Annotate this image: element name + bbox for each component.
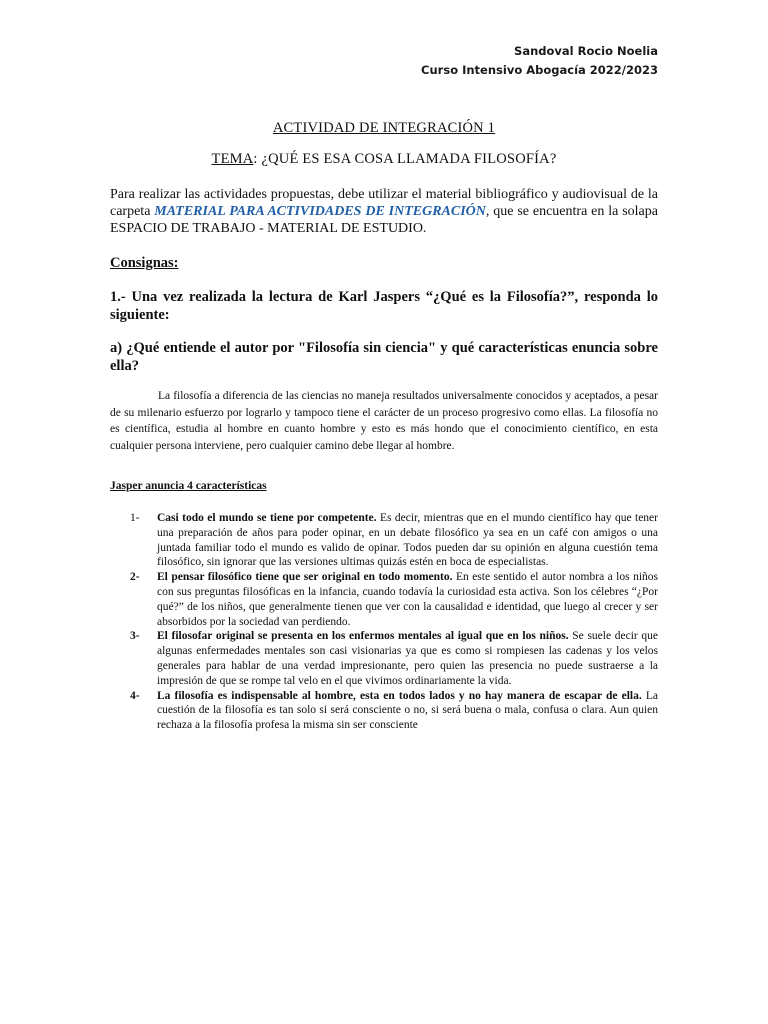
item-number: 4-	[130, 689, 140, 702]
intro-paragraph	[110, 186, 658, 237]
question-1: 1.- Una vez realizada la lectura de Karl Jaspers “¿Qué es la Filosofía?”, responda lo siguiente:	[110, 289, 658, 323]
list-item	[130, 570, 658, 629]
item-text: Se suele decir que algunas enfermedades mentales son casi visionarias ya que es como si rompiesen las cadenas y los velos generales para hablar de una verdad impresionante, pero quien las presencia no puede sustraerse a la impresión de que se rompe tal velo en el que vivimos ordinariamente la vida.	[157, 630, 659, 687]
document-header	[421, 42, 658, 80]
answer-paragraph	[110, 388, 658, 454]
intro-after: , que se encuentra en la solapa ESPACIO DE TRABAJO - MATERIAL DE ESTUDIO.	[110, 204, 658, 236]
question-a: a) ¿Qué entiende el autor por "Filosofía sin ciencia" y qué características enuncia sobre ella?	[110, 340, 658, 374]
tema-label: TEMA	[211, 151, 254, 167]
item-bold-text: El filosofar original se presenta en los enfermos mentales al igual que en los niños.	[157, 630, 569, 643]
item-bold-text: El pensar filosófico tiene que ser original en todo momento.	[157, 571, 453, 584]
intro-emphasis: MATERIAL PARA ACTIVIDADES DE INTEGRACIÓN	[154, 204, 486, 219]
intro-before: Para realizar las actividades propuestas, debe utilizar el material bibliográfico y audiovisual de la carpeta	[110, 187, 658, 219]
list-item	[130, 629, 658, 688]
list-item	[130, 511, 658, 570]
item-number: 1-	[130, 512, 140, 524]
item-number: 2-	[130, 571, 140, 584]
tema-text: : ¿QUÉ ES ESA COSA LLAMADA FILOSOFÍA?	[253, 151, 557, 167]
item-bold-text: Casi todo el mundo se tiene por competente.	[157, 512, 377, 524]
list-item	[130, 689, 658, 733]
course-name: Curso Intensivo Abogacía 2022/2023	[421, 63, 658, 77]
item-text: La cuestión de la filosofía es tan solo si será consciente o no, si será buena o mala, confusa o clara. Aun quien rechaza a la filosofía profesa la misma sin ser consciente	[157, 689, 658, 732]
activity-title: ACTIVIDAD DE INTEGRACIÓN 1	[272, 120, 496, 136]
item-text: En este sentido el autor nombra a los niños con sus preguntas filosóficas en la infancia, cuando todavía la curiosidad esta activa. Son los célebres “¿Por qué?” de los niños, que generalmente tienen que ver con la causalidad e identidad, que luego al crecer y ser absorbidos por la sociedad van perdiendo.	[157, 571, 658, 628]
author-name: Sandoval Rocio Noelia	[514, 44, 658, 58]
item-number: 3-	[130, 630, 140, 643]
item-text: Es decir, mientras que en el mundo científico hay que tener una preparación de años para poder opinar, en un debate filosófico ya sea en un café con amigos o una juntada familiar todo el mundo es valido de opinar. Todos pueden dar su opinión en alguna cuestión tema filosófico, sin ignorar que las versiones ultimas quizás estén en boca de especialistas.	[157, 512, 658, 569]
characteristics-heading: Jasper anuncia 4 características	[110, 480, 267, 492]
item-bold-text: La filosofía es indispensable al hombre, esta en todos lados y no hay manera de escapar de ella.	[157, 689, 642, 702]
consignas-heading: Consignas:	[110, 255, 179, 271]
characteristics-list	[130, 511, 658, 733]
tema-title	[0, 151, 768, 168]
answer-text: La filosofía a diferencia de las ciencias no maneja resultados universalmente conocidos y aceptados, a pesar de su milenario esfuerzo por lograrlo y tampoco tiene el carácter de un proceso progresivo como ellas. La filosofía no es científica, estudia al hombre en cuanto hombre y esto es más hondo que el conocimiento científico, en esta cualquier persona interviene, pero cualquier camino debe llegar al hombre.	[110, 390, 658, 452]
